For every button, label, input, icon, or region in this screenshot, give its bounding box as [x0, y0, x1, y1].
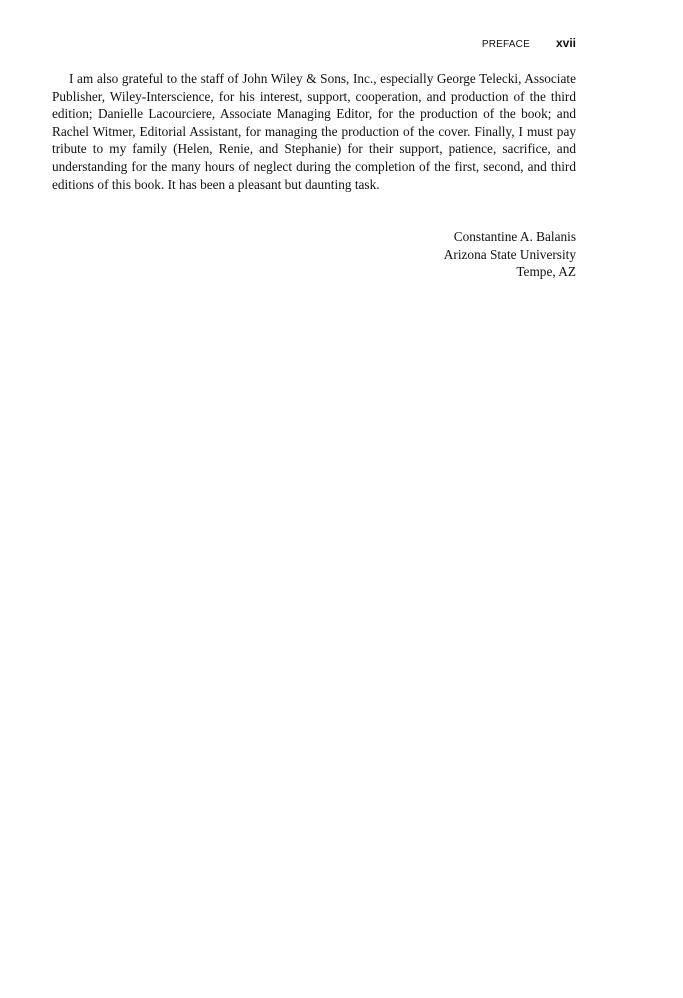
acknowledgment-paragraph: I am also grateful to the staff of John Wiley & Sons, Inc., especially George Telecki, Associate Publisher, Wiley-Interscience, for his interest, support, cooperation, and production of the third edition; Danielle Lacourciere, Associate Managing Editor, for the production of the book; and Rachel Witmer, Editorial Assistant, for managing the production of the cover. Finally, I must pay tribute to my family (Helen, Renie, and Stephanie) for their support, patience, sacrifice, and understanding for the many hours of neglect during the completion of the first, second, and third editions of this book. It has been a pleasant but daunting task. [52, 71, 576, 192]
author-name: Constantine A. Balanis [453, 229, 576, 244]
author-affiliation: Arizona State University [443, 246, 576, 262]
section-title: PREFACE [481, 39, 530, 50]
running-head [482, 36, 576, 50]
author-signature [444, 228, 576, 281]
page-number: xvii [555, 36, 576, 50]
author-location: Tempe, AZ [516, 264, 576, 280]
